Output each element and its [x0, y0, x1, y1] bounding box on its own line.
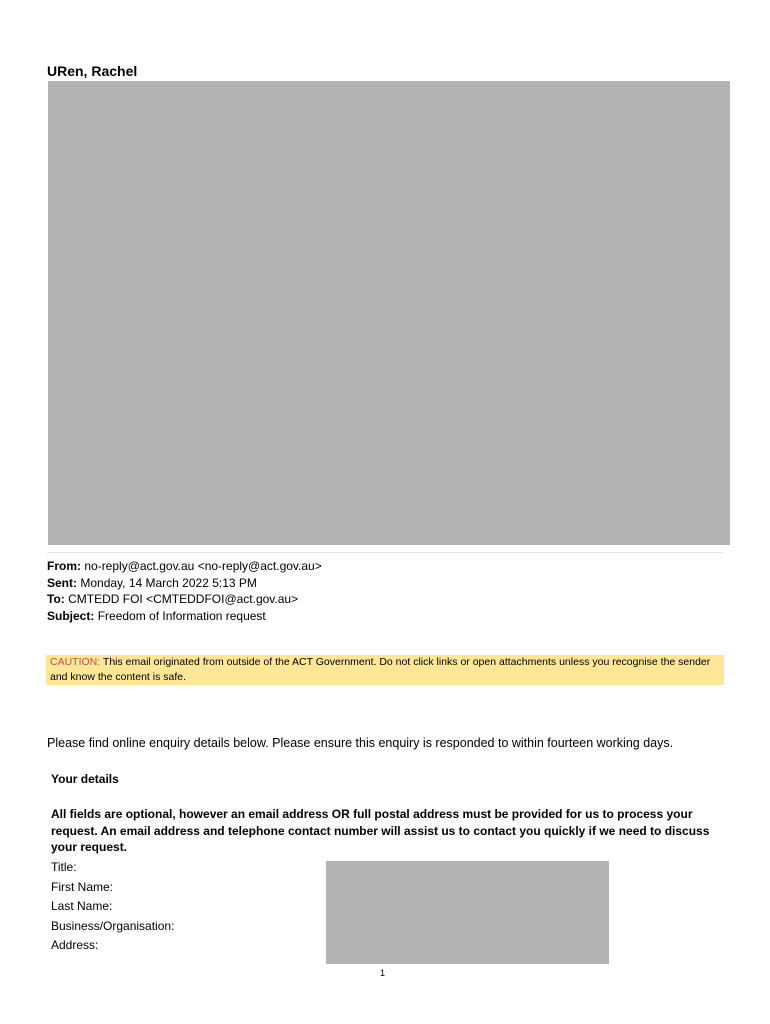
sent-label: Sent:	[47, 575, 77, 590]
field-list	[51, 858, 174, 956]
subject-value: Freedom of Information request	[97, 608, 266, 623]
caution-label: CAUTION:	[50, 656, 101, 668]
to-line	[47, 591, 322, 608]
to-label: To:	[47, 592, 65, 606]
field-label-first-name: First Name:	[51, 879, 114, 894]
divider	[47, 552, 723, 553]
field-label-address: Address:	[51, 938, 99, 953]
subject-label: Subject:	[47, 608, 95, 623]
from-line	[47, 558, 322, 575]
field-label-last-name: Last Name:	[51, 899, 113, 914]
field-label-title: Title:	[51, 860, 77, 874]
from-value: no-reply@act.gov.au <no-reply@act.gov.au>	[84, 559, 322, 573]
caution-banner	[46, 655, 724, 685]
from-label: From:	[47, 559, 81, 573]
notice-text: All fields are optional, however an email address OR full postal address must be provided for us to process your request. An email address and telephone contact number will assist us to contact you quickly if we need to discuss your request.	[51, 807, 710, 854]
sent-line	[47, 575, 322, 592]
redaction-block	[326, 861, 609, 964]
to-value: CMTEDD FOI <CMTEDDFOI@act.gov.au>	[68, 592, 299, 606]
field-label-business: Business/Organisation:	[51, 918, 175, 933]
page-number: 1	[380, 968, 386, 978]
subject-line	[47, 608, 322, 625]
intro-text: Please find online enquiry details below. Please ensure this enquiry is responded to within fourteen working days.	[47, 736, 674, 750]
caution-text: This email originated from outside of the ACT Government. Do not click links or open attachments unless you recognise the sender and know the content is safe.	[50, 656, 711, 683]
section-title: Your details	[51, 772, 119, 786]
sent-value: Monday, 14 March 2022 5:13 PM	[80, 575, 257, 590]
redaction-block	[48, 81, 730, 545]
sender-name: URen, Rachel	[47, 63, 138, 79]
email-header	[47, 558, 322, 624]
